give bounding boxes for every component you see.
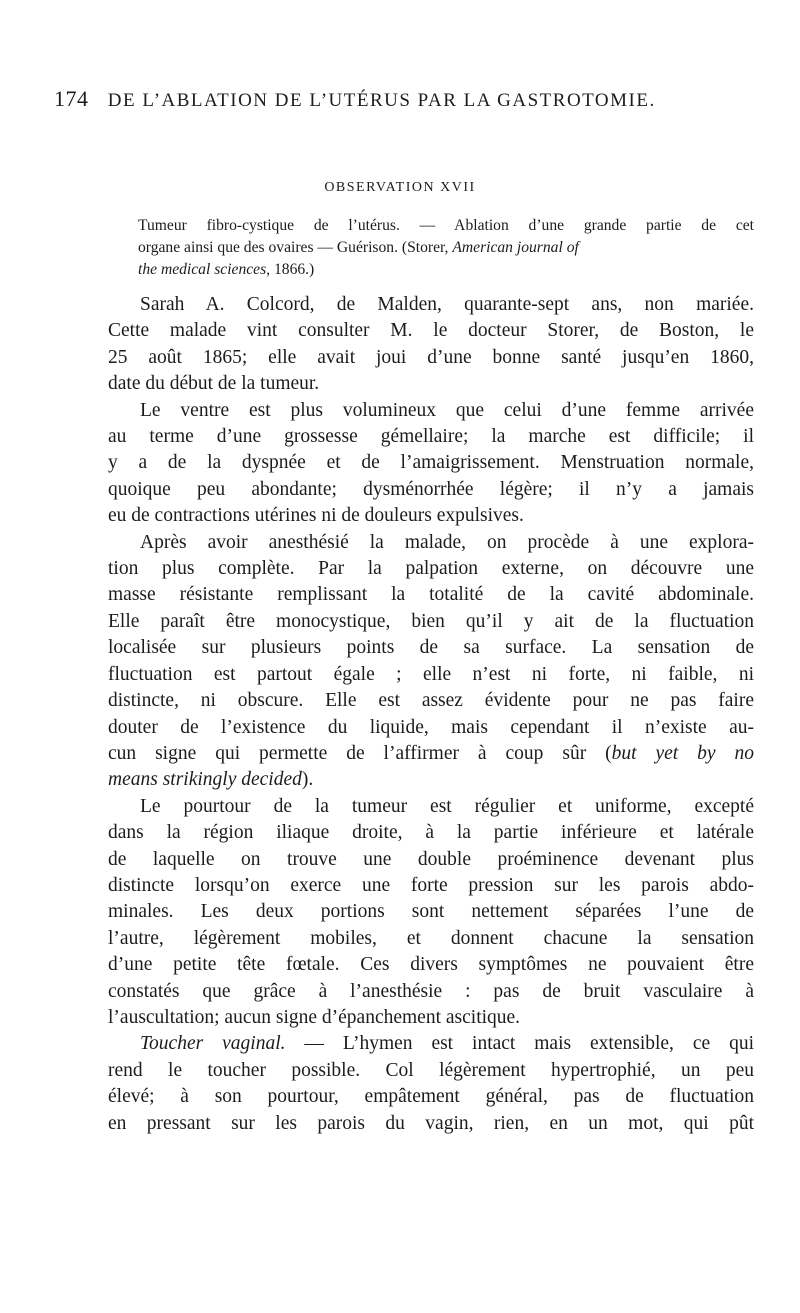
text-line: tion plus complète. Par la palpation externe, on découvre une	[108, 558, 754, 580]
text-line: 25 août 1865; elle avait joui d’une bonne santé jusqu’en 1860,	[108, 346, 754, 368]
text-line: distincte, ni obscure. Elle est assez évidente pour ne pas faire	[108, 690, 754, 712]
text-line: dans la région iliaque droite, à la partie inférieure et latérale	[108, 822, 754, 844]
text-line: cun signe qui permette de l’affirmer à coup sûr (but yet by no	[108, 742, 754, 764]
observation-summary	[138, 215, 754, 281]
observation-title: OBSERVATION XVII	[324, 180, 476, 195]
running-head: DE L’ABLATION DE L’UTÉRUS PAR LA GASTROTOMIE.	[107, 90, 656, 111]
english-quote: but yet by no	[611, 742, 754, 764]
text-line: eu de contractions utérines ni de douleurs expulsives.	[108, 505, 524, 527]
text-line: Le pourtour de la tumeur est régulier et uniforme, excepté	[140, 795, 754, 817]
text-line: Le ventre est plus volumineux que celui d’une femme arrivée	[140, 399, 754, 421]
text-line: localisée sur plusieurs points de sa surface. La sensation de	[108, 637, 754, 659]
text-line: means strikingly decided).	[108, 769, 314, 791]
journal-title-cont: the medical sciences	[138, 261, 267, 278]
text-line: rend le toucher possible. Col légèrement hypertrophié, un peu	[108, 1059, 754, 1081]
text-line: date du début de la tumeur.	[108, 373, 320, 395]
text-line: fluctuation est partout égale ; elle n’est ni forte, ni faible, ni	[108, 663, 754, 685]
text-line: distincte lorsqu’on exerce une forte pression sur les parois abdo-	[108, 874, 754, 896]
page-header	[54, 86, 754, 112]
summary-line: the medical sciences, 1866.)	[138, 261, 315, 278]
text-line: au terme d’une grossesse gémellaire; la marche est difficile; il	[108, 426, 754, 448]
body-text	[108, 292, 754, 1137]
text-line: de laquelle on trouve une double proéminence devenant plus	[108, 848, 754, 870]
english-quote-cont: means strikingly decided	[108, 769, 302, 791]
text-line: élevé; à son pourtour, empâtement général, pas de fluctuation	[108, 1086, 754, 1108]
section-label: Toucher vaginal.	[140, 1033, 286, 1055]
text-line: minales. Les deux portions sont nettement séparées l’une de	[108, 901, 754, 923]
text-line: masse résistante remplissant la totalité de la cavité abdominale.	[108, 584, 754, 606]
text-line: quoique peu abondante; dysménorrhée légère; il n’y a jamais	[108, 478, 754, 500]
text-line: Toucher vaginal. — L’hymen est intact mais extensible, ce qui	[140, 1033, 754, 1055]
text-line: Cette malade vint consulter M. le docteur Storer, de Boston, le	[108, 320, 754, 342]
journal-title: American journal of	[452, 239, 579, 256]
text-line: constatés que grâce à l’anesthésie : pas de bruit vasculaire à	[108, 980, 754, 1002]
text-line: Elle paraît être monocystique, bien qu’il y ait de la fluctuation	[108, 610, 754, 632]
text-line: d’une petite tête fœtale. Ces divers symptômes ne pouvaient être	[108, 954, 754, 976]
text-line: l’auscultation; aucun signe d’épanchement ascitique.	[108, 1006, 521, 1028]
text-line: y a de la dyspnée et de l’amaigrissement. Menstruation normale,	[108, 452, 754, 474]
text-line: Sarah A. Colcord, de Malden, quarante-sept ans, non mariée.	[140, 294, 754, 315]
page-number: 174	[54, 86, 89, 111]
text-line: en pressant sur les parois du vagin, rien, en un mot, qui pût	[108, 1112, 754, 1134]
summary-line: Tumeur fibro-cystique de l’utérus. — Ablation d’une grande partie de cet	[138, 217, 754, 234]
summary-line: organe ainsi que des ovaires — Guérison. (Storer, American journal of	[138, 239, 579, 256]
text-line: l’autre, légèrement mobiles, et donnent chacune la sensation	[108, 927, 754, 949]
text-line: douter de l’existence du liquide, mais cependant il n’existe au-	[108, 716, 754, 738]
text-line: Après avoir anesthésié la malade, on procède à une explora-	[140, 531, 754, 553]
